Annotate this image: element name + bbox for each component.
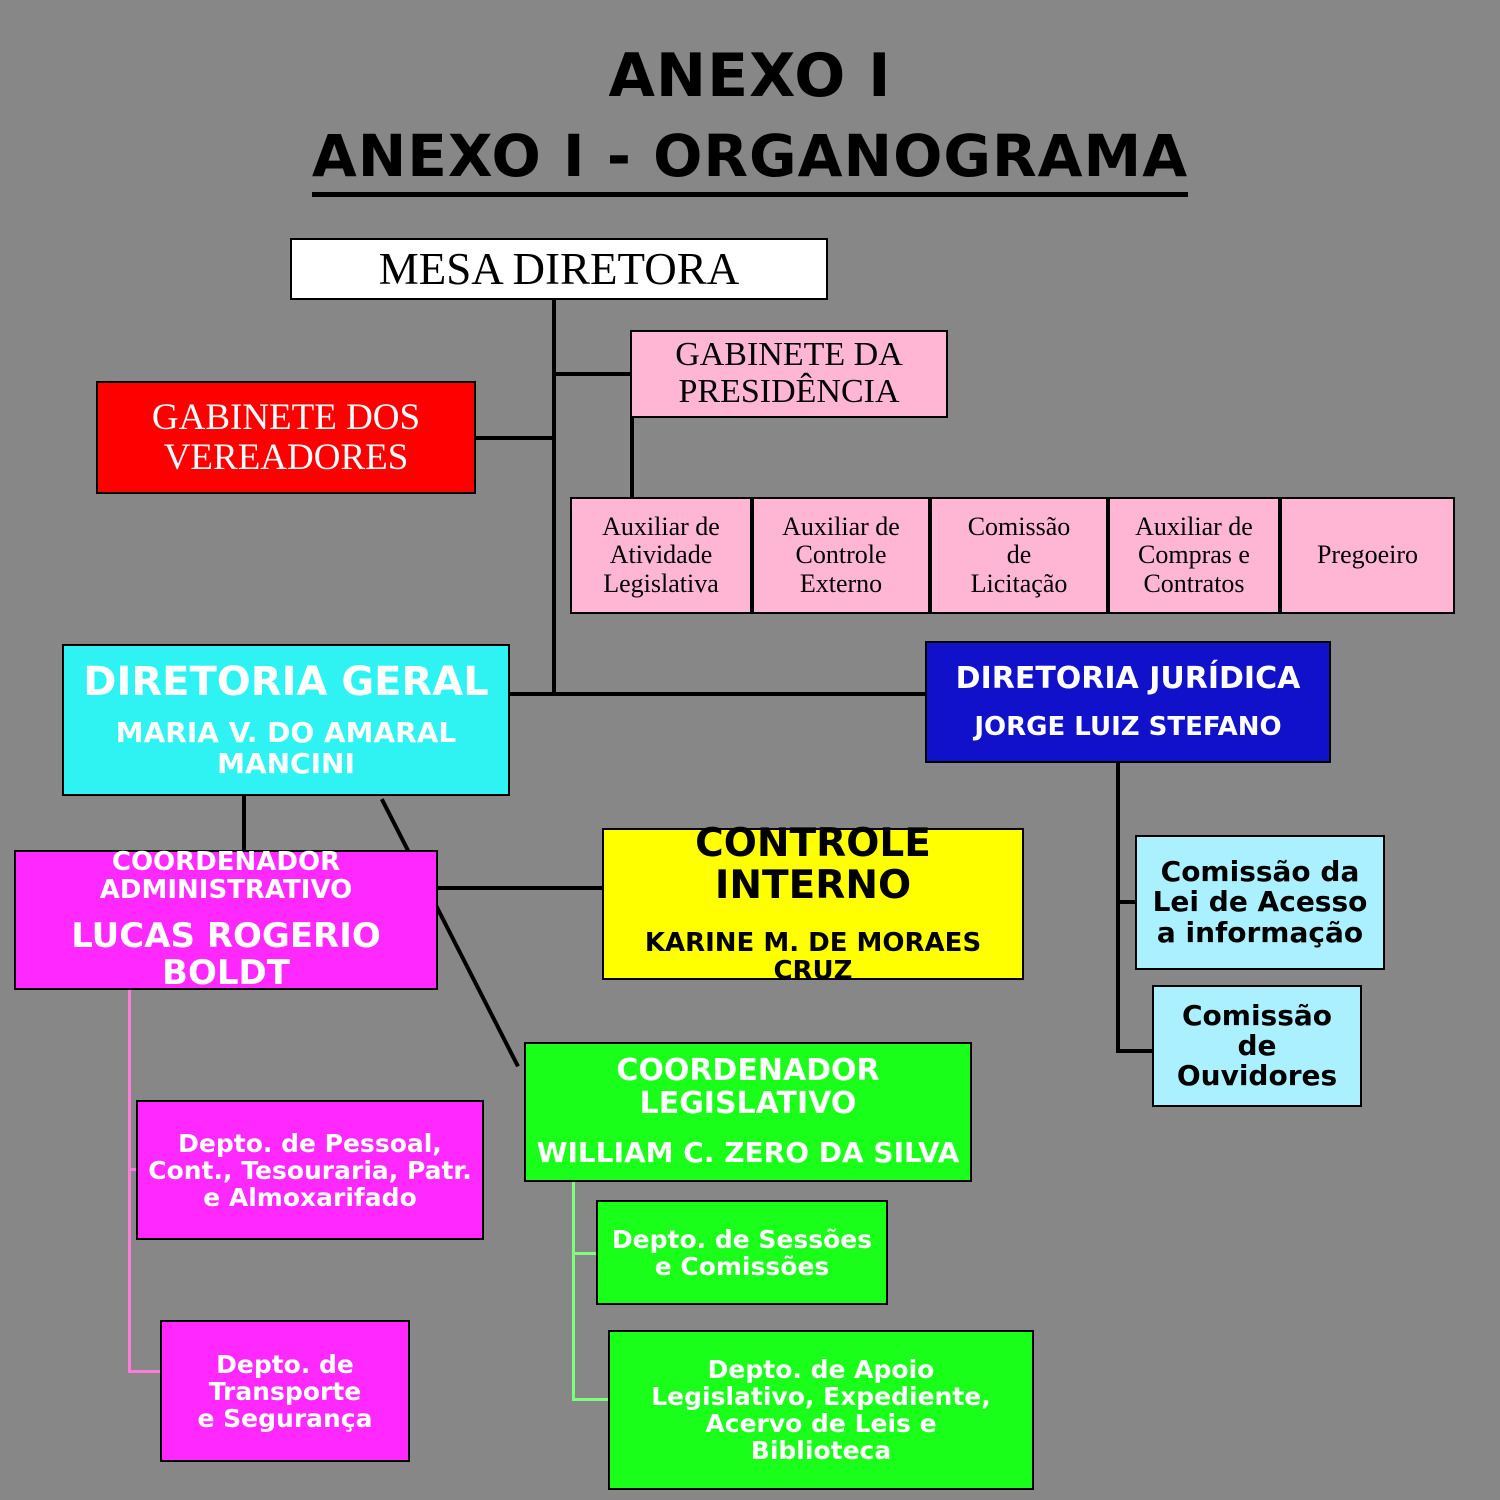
node-diretoria-juridica-title: DIRETORIA JURÍDICA <box>955 660 1301 696</box>
node-coordenador-legislativo[interactable] <box>524 1042 972 1182</box>
node-comissao-ouvidores-line2: de <box>1237 1028 1277 1062</box>
node-depto-apoio-line1: Depto. de Apoio <box>707 1355 935 1384</box>
node-diretoria-geral[interactable] <box>62 644 510 796</box>
node-coordenador-administrativo-title: COORDENADOR ADMINISTRATIVO <box>99 847 353 906</box>
node-comissao-licitacao[interactable] <box>930 497 1108 614</box>
node-auxiliar-controle-line2: Controle <box>795 540 887 570</box>
node-depto-pessoal[interactable] <box>136 1100 484 1240</box>
connector-mesa-gabver <box>474 436 554 440</box>
node-auxiliar-compras-line1: Auxiliar de <box>1135 512 1253 542</box>
connector-mesa-gabpres <box>552 372 632 376</box>
node-depto-apoio-line3: Acervo de Leis e <box>705 1409 937 1438</box>
connector-gabpres-down <box>630 418 634 500</box>
node-controle-interno-person: KARINE M. DE MORAES CRUZ <box>644 928 982 987</box>
connector-mesa-dirgeral <box>508 692 556 696</box>
node-controle-interno-title: CONTROLE INTERNO <box>695 820 931 908</box>
node-comissao-licitacao-line1: Comissão <box>967 512 1071 542</box>
node-depto-pessoal-line3: e Almoxarifado <box>203 1182 417 1212</box>
connector-mesa-dirjuridica <box>552 692 928 696</box>
node-auxiliar-compras-line2: Compras e <box>1138 540 1250 570</box>
node-pregoeiro[interactable] <box>1280 497 1455 614</box>
node-gabinete-vereadores[interactable] <box>96 381 476 494</box>
node-comissao-lai-line3: a informação <box>1156 915 1364 949</box>
node-depto-apoio-line2: Legislativo, Expediente, <box>651 1382 991 1411</box>
node-auxiliar-compras-line3: Contratos <box>1143 568 1245 598</box>
connector-dirjuridica-down <box>1116 763 1120 1053</box>
node-auxiliar-compras-contratos[interactable] <box>1108 497 1280 614</box>
connector-coordleg-down <box>572 1182 575 1400</box>
node-comissao-lai-line2: Lei de Acesso <box>1152 885 1368 919</box>
node-depto-sessoes-line2: e Comissões <box>654 1251 830 1281</box>
node-auxiliar-atividade-legislativa[interactable] <box>570 497 752 614</box>
node-diretoria-juridica-person: JORGE LUIZ STEFANO <box>974 712 1282 743</box>
node-diretoria-geral-title: DIRETORIA GERAL <box>83 659 489 706</box>
node-gabinete-presidencia-line1: GABINETE DA <box>675 336 903 374</box>
node-mesa-diretora[interactable] <box>290 238 828 300</box>
node-comissao-licitacao-line3: Licitação <box>970 568 1068 598</box>
node-auxiliar-controle-externo[interactable] <box>752 497 930 614</box>
node-depto-transporte-seguranca[interactable] <box>160 1320 410 1462</box>
node-depto-transporte-line3: e Segurança <box>197 1403 373 1433</box>
node-gabinete-presidencia-line2: PRESIDÊNCIA <box>678 373 900 410</box>
node-gabinete-vereadores-line1: GABINETE DOS <box>151 396 421 438</box>
node-auxiliar-atividade-line2: Atividade <box>609 540 713 570</box>
node-auxiliar-atividade-line3: Legislativa <box>603 568 719 598</box>
node-coordenador-administrativo[interactable] <box>14 847 438 994</box>
node-comissao-lei-acesso-informacao[interactable] <box>1135 835 1385 970</box>
node-auxiliar-controle-line1: Auxiliar de <box>782 512 900 542</box>
node-pregoeiro-label: Pregoeiro <box>1316 540 1419 570</box>
node-controle-interno[interactable] <box>602 820 1024 987</box>
node-comissao-ouvidores-line3: Ouvidores <box>1176 1059 1338 1093</box>
node-coordenador-legislativo-title: COORDENADOR LEGISLATIVO <box>616 1053 880 1121</box>
node-comissao-licitacao-line2: de <box>1006 540 1032 570</box>
node-depto-transporte-line1: Depto. de <box>216 1349 354 1379</box>
page-subtitle <box>0 124 1500 188</box>
connector-coordleg-sessoes <box>572 1252 598 1255</box>
connector-dirgeral-down <box>242 796 246 852</box>
node-auxiliar-atividade-line1: Auxiliar de <box>602 512 720 542</box>
node-depto-transporte-line2: Transporte <box>208 1376 362 1406</box>
connector-coordleg-apoio <box>572 1398 610 1401</box>
page-title: ANEXO I <box>608 41 892 111</box>
node-depto-apoio-line4: Biblioteca <box>750 1436 892 1465</box>
node-depto-pessoal-line1: Depto. de Pessoal, <box>178 1128 442 1158</box>
connector-mesa-spine <box>552 300 556 696</box>
node-mesa-diretora-label: MESA DIRETORA <box>378 243 740 294</box>
node-comissao-ouvidores-line1: Comissão <box>1181 998 1333 1032</box>
page-subtitle-text: ANEXO I - ORGANOGRAMA <box>312 122 1188 197</box>
node-comissao-lai-line1: Comissão da <box>1160 855 1360 889</box>
node-depto-sessoes-line1: Depto. de Sessões <box>611 1224 873 1254</box>
node-diretoria-geral-person: MARIA V. DO AMARAL MANCINI <box>115 716 457 780</box>
node-gabinete-vereadores-line2: VEREADORES <box>163 436 409 478</box>
node-depto-pessoal-line2: Cont., Tesouraria, Patr. <box>148 1155 472 1185</box>
connector-coordadm-down <box>128 990 131 1372</box>
node-coordenador-legislativo-person: WILLIAM C. ZERO DA SILVA <box>536 1136 960 1170</box>
connector-coordadm-controle <box>436 886 604 890</box>
node-depto-apoio-legislativo[interactable] <box>608 1330 1034 1490</box>
node-diretoria-juridica[interactable] <box>925 641 1331 763</box>
connector-coordadm-transporte <box>128 1370 164 1373</box>
node-comissao-ouvidores[interactable] <box>1152 985 1362 1107</box>
connector-dirjuridica-ouvidores <box>1116 1049 1156 1053</box>
node-gabinete-presidencia[interactable] <box>630 330 948 418</box>
node-coordenador-administrativo-person: LUCAS ROGERIO BOLDT <box>71 916 381 994</box>
node-depto-sessoes-comissoes[interactable] <box>596 1200 888 1305</box>
node-auxiliar-controle-line3: Externo <box>799 568 883 598</box>
